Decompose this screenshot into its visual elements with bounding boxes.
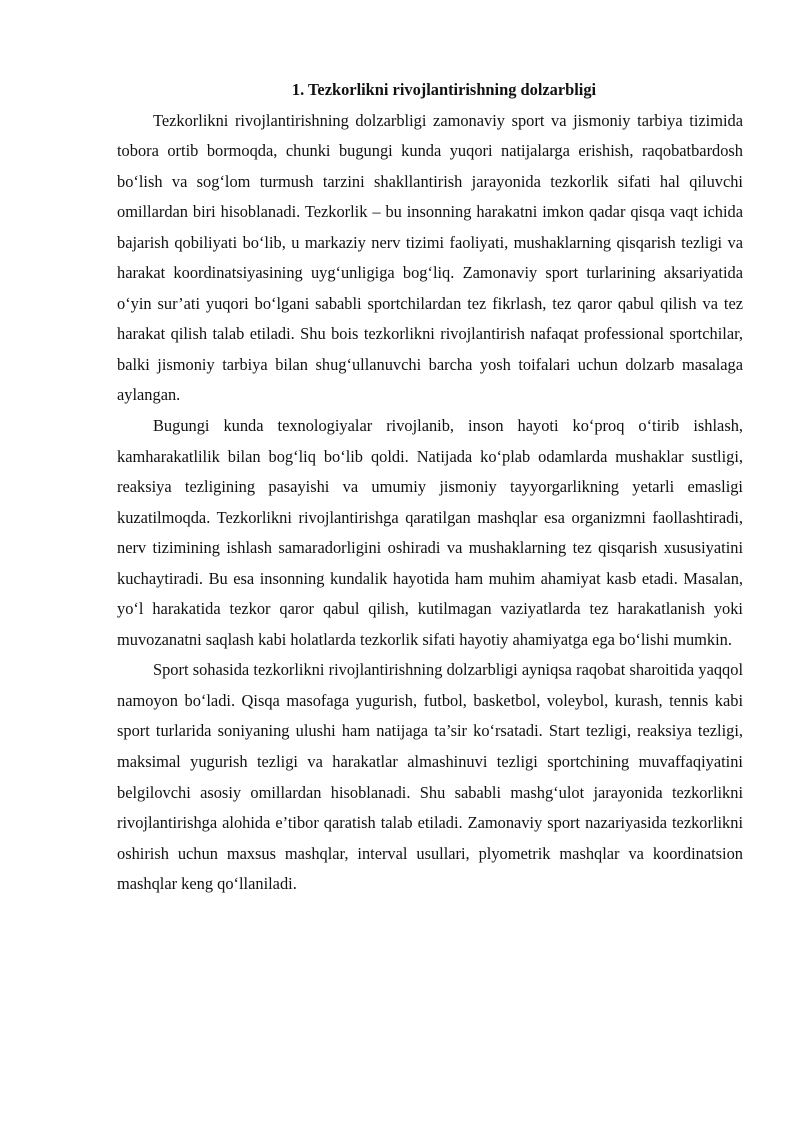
paragraph-1: Tezkorlikni rivojlantirishning dolzarbligi zamonaviy sport va jismoniy tarbiya tizimida tobora ortib bormoqda, chunki bugungi kunda yuqori natijalarga erishish, raqobatbardosh bo‘lish va sog‘lom turmush tarzini shakllantirish jarayonida tezkorlik sifati hal qiluvchi omillardan biri hisoblanadi. Tezkorlik – bu insonning harakatni imkon qadar qisqa vaqt ichida bajarish qobiliyati bo‘lib, u markaziy nerv tizimi faoliyati, mushaklarning qisqarish tezligi va harakat koordinatsiyasining uyg‘unligiga bog‘liq. Zamonaviy sport turlarining aksariyatida o‘yin sur’ati yuqori bo‘lgani sababli sportchilardan tez fikrlash, tez qaror qabul qilish va tez harakat qilish talab etiladi. Shu bois tezkorlikni rivojlantirish nafaqat professional sportchilar, balki jismoniy tarbiya bilan shug‘ullanuvchi barcha yosh toifalari uchun dolzarb masalaga aylangan. xyxy=(117,110,743,405)
paragraph-3: Sport sohasida tezkorlikni rivojlantirishning dolzarbligi ayniqsa raqobat sharoitida yaqqol namoyon bo‘ladi. Qisqa masofaga yugurish, futbol, basketbol, voleybol, kurash, tennis kabi sport turlarida soniyaning ulushi ham natijaga ta’sir ko‘rsatadi. Start tezligi, reaksiya tezligi, maksimal yugurish tezligi va harakatlar almashinuvi tezligi sportchining muvaffaqiyatini belgilovchi asosiy omillardan hisoblanadi. Shu sababli mashg‘ulot jarayonida tezkorlikni rivojlantirishga alohida e’tibor qaratish talab etiladi. Zamonaviy sport nazariyasida tezkorlikni oshirish uchun maxsus mashqlar, interval usullari, plyometrik mashqlar va koordinatsion mashqlar keng qo‘llaniladi. xyxy=(117,660,743,894)
section-heading: 1. Tezkorlikni rivojlantirishning dolzarbligi xyxy=(291,80,597,99)
paragraph-2: Bugungi kunda texnologiyalar rivojlanib, inson hayoti ko‘proq o‘tirib ishlash, kamharakatlilik bilan bog‘liq bo‘lib qoldi. Natijada ko‘plab odamlarda mushaklar sustligi, reaksiya tezligining pasayishi va umumiy jismoniy tayyorgarlikning yetarli emasligi kuzatilmoqda. Tezkorlikni rivojlantirishga qaratilgan mashqlar esa organizmni faollashtiradi, nerv tizimining ishlash samaradorligini oshiradi va mushaklarning tez qisqarish xususiyatini kuchaytiradi. Bu esa insonning kundalik hayotida ham muhim ahamiyat kasb etadi. Masalan, yo‘l harakatida tezkor qaror qabul qilish, kutilmagan vaziyatlarda tez harakatlanish yoki muvozanatni saqlash kabi holatlarda tezkorlik sifati hayotiy ahamiyatga ega bo‘lishi mumkin. xyxy=(117,416,743,649)
document-body xyxy=(117,75,743,900)
